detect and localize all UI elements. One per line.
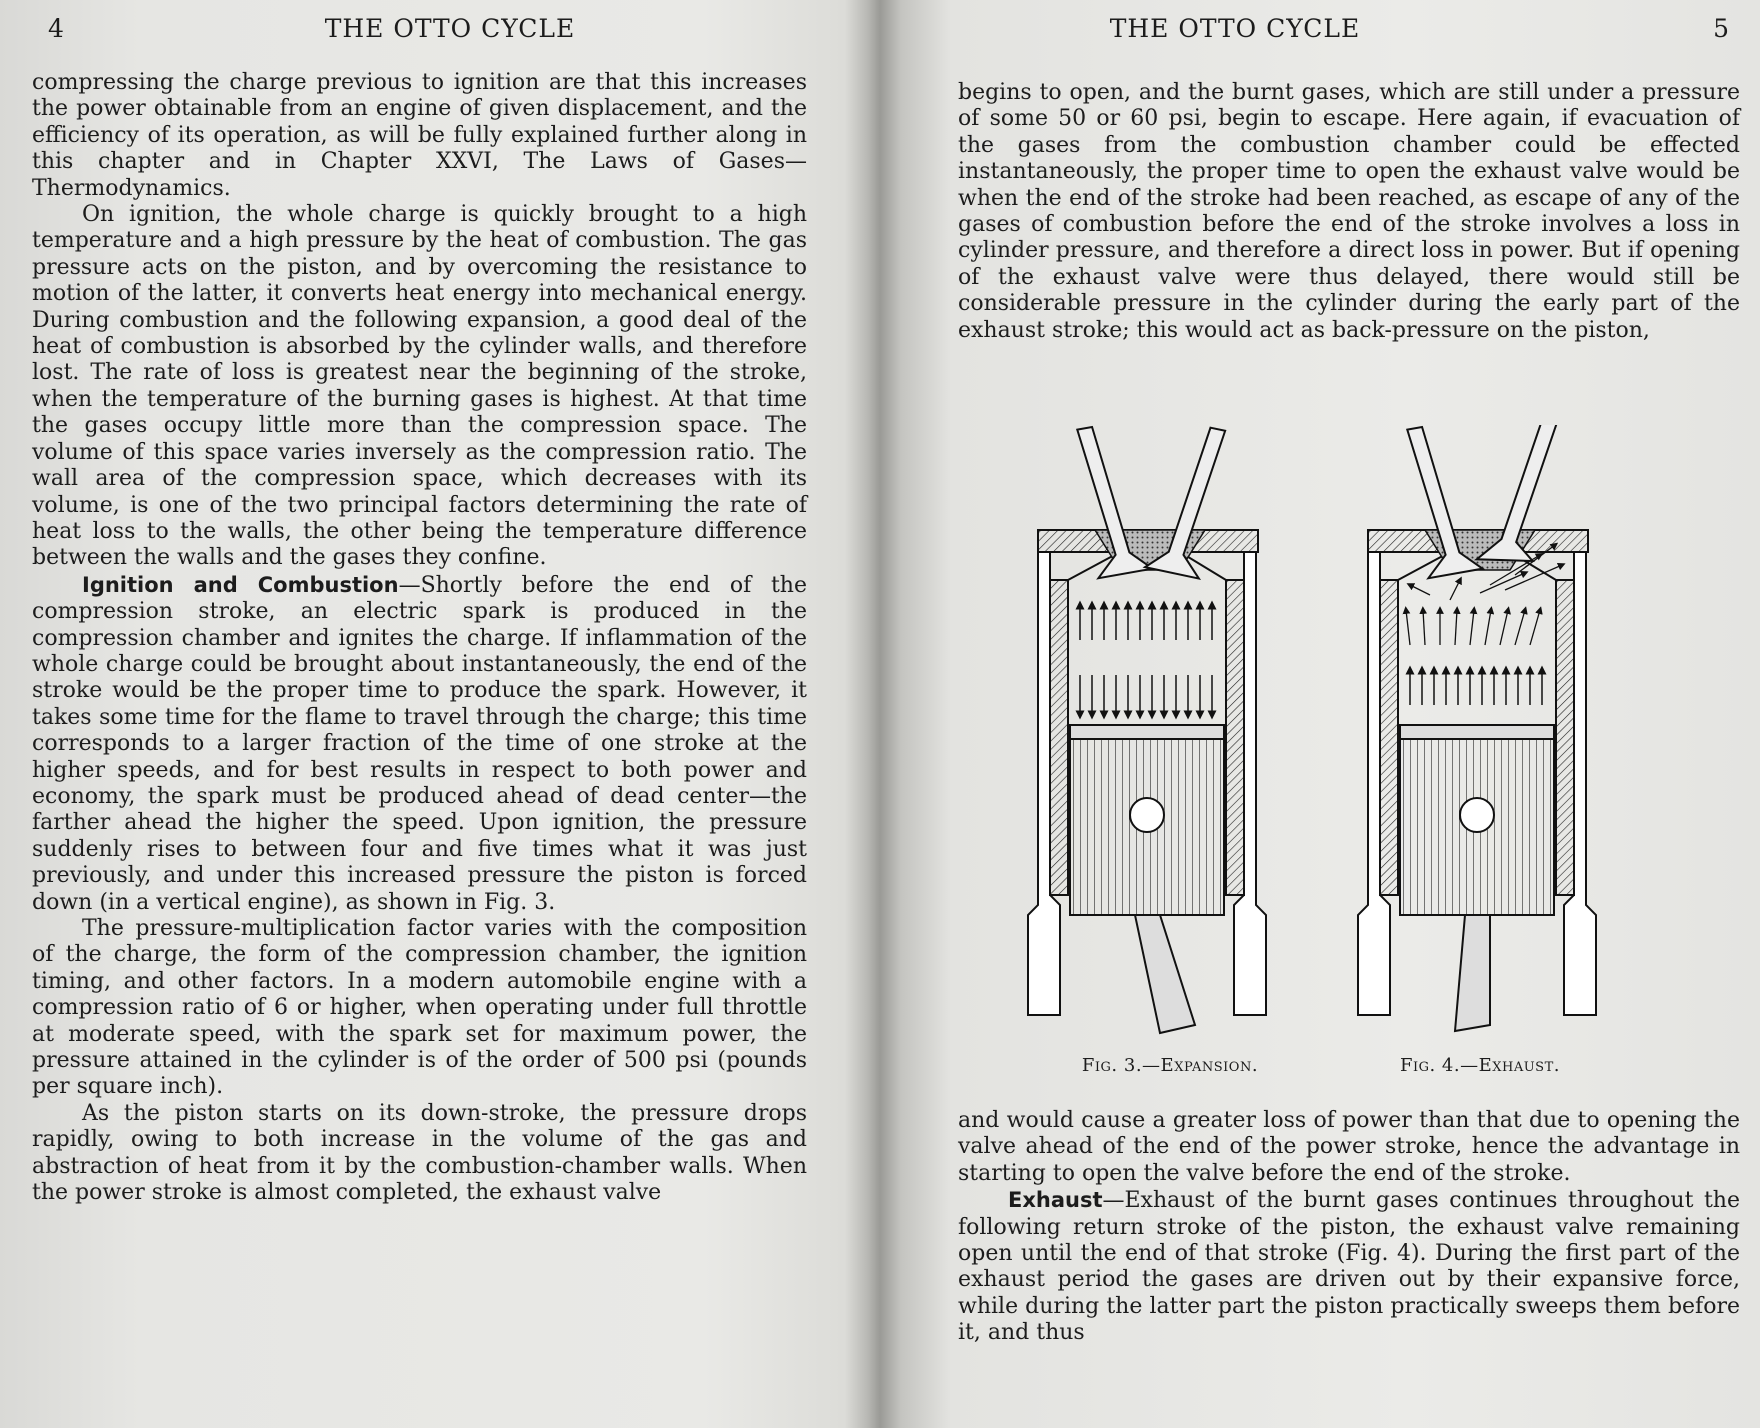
running-head-right <box>960 14 1730 54</box>
running-title-right: THE OTTO CYCLE <box>1109 14 1361 43</box>
paragraph-body: —Exhaust of the burnt gases continues throughout the following return stroke of the piston, the exhaust valve remaining open until the end of that stroke (Fig. 4). During the first part of the exhaust period the gases are driven out by their expansive force, while during the latter part the piston practically sweeps them before it, and thus <box>958 1188 1740 1346</box>
right-body-text-bottom <box>958 1108 1740 1347</box>
fig4-exhaust-cylinder <box>1358 425 1596 1031</box>
right-body-text-top <box>958 80 1740 344</box>
engine-figures <box>1010 425 1650 1085</box>
paragraph: On ignition, the whole charge is quickly brought to a high temperature and a high pressure by the heat of combustion. The gas pressure acts on the piston, and by overcoming the resistance to motion of the latter, it converts heat energy into mechanical energy. During combustion and the following expansion, a good deal of the heat of combustion is absorbed by the cylinder walls, and therefore lost. The rate of loss is greatest near the beginning of the stroke, when the temperature of the burning gases is highest. At that time the gases occupy little more than the compression space. The volume of this space varies inversely as the compression ratio. The wall area of the compression space, which decreases with its volume, is one of the two principal factors determining the rate of heat loss to the walls, the other being the temperature difference between the walls and the gases they confine. <box>32 202 807 571</box>
section-heading-exhaust: Exhaust <box>1008 1188 1103 1213</box>
page-number-left: 4 <box>48 14 65 43</box>
paragraph-exhaust <box>958 1187 1740 1346</box>
section-heading-ignition: Ignition and Combustion <box>82 572 399 597</box>
paragraph: and would cause a greater loss of power than that due to opening the valve ahead of the end of the power stroke, hence the advantage in starting to open the valve before the end of the stroke. <box>958 1108 1740 1186</box>
running-head-left <box>40 14 820 54</box>
left-body-text <box>32 70 807 1206</box>
page-number-right: 5 <box>1713 14 1730 43</box>
paragraph: begins to open, and the burnt gases, which are still under a pressure of some 50 or 60 psi, begin to escape. Here again, if evacuation of the gases from the combustion chamber could be effected instantaneously, the proper time to open the exhaust valve would be when the end of the stroke had been reached, as escape of any of the gases of combustion before the end of the stroke involves a loss in cylinder pressure, and therefore a direct loss in power. But if opening of the exhaust valve were thus delayed, there would still be considerable pressure in the cylinder during the early part of the exhaust stroke; this would act as back-pressure on the piston, <box>958 80 1740 343</box>
fig4-caption: Fig. 4.—Exhaust. <box>1399 1055 1560 1076</box>
paragraph: compressing the charge previous to ignition are that this increases the power obtainable from an engine of given displacement, and the efficiency of its operation, as will be fully explained further along in this chapter and in Chapter XXVI, The Laws of Gases—Thermodynamics. <box>32 70 807 201</box>
cylinder-diagrams-illustration <box>1010 425 1650 1045</box>
paragraph-ignition <box>32 572 807 916</box>
left-page <box>0 0 870 1428</box>
paragraph: As the piston starts on its down-stroke, the pressure drops rapidly, owing to both increase in the volume of the gas and abstraction of heat from it by the combustion-chamber walls. When the power stroke is almost completed, the exhaust valve <box>32 1100 807 1206</box>
running-title-left: THE OTTO CYCLE <box>324 14 576 43</box>
fig3-caption: Fig. 3.—Expansion. <box>1081 1055 1259 1076</box>
paragraph: The pressure-multiplication factor varies with the composition of the charge, the form of the compression chamber, the ignition timing, and other factors. In a modern automobile engine with a compression ratio of 6 or higher, when operating under full throttle at moderate speed, with the spark set for maximum power, the pressure attained in the cylinder is of the order of 500 psi (pounds per square inch). <box>32 916 807 1100</box>
paragraph-body: —Shortly before the end of the compression stroke, an electric spark is produced in the compression chamber and ignites the charge. If inflammation of the whole charge could be brought about instantaneously, the end of the stroke would be the proper time to produce the spark. However, it takes some time for the flame to travel through the charge; this time corresponds to a larger fraction of the time of one stroke at the higher speeds, and for best results in respect to both power and economy, the spark must be produced ahead of dead center—the farther ahead the higher the speed. Upon ignition, the pressure suddenly rises to between four and five times what it was just previously, and under this increased pressure the piston is forced down (in a vertical engine), as shown in Fig. 3. <box>32 572 807 915</box>
fig3-expansion-cylinder <box>1028 425 1266 1033</box>
right-page <box>880 0 1760 1428</box>
